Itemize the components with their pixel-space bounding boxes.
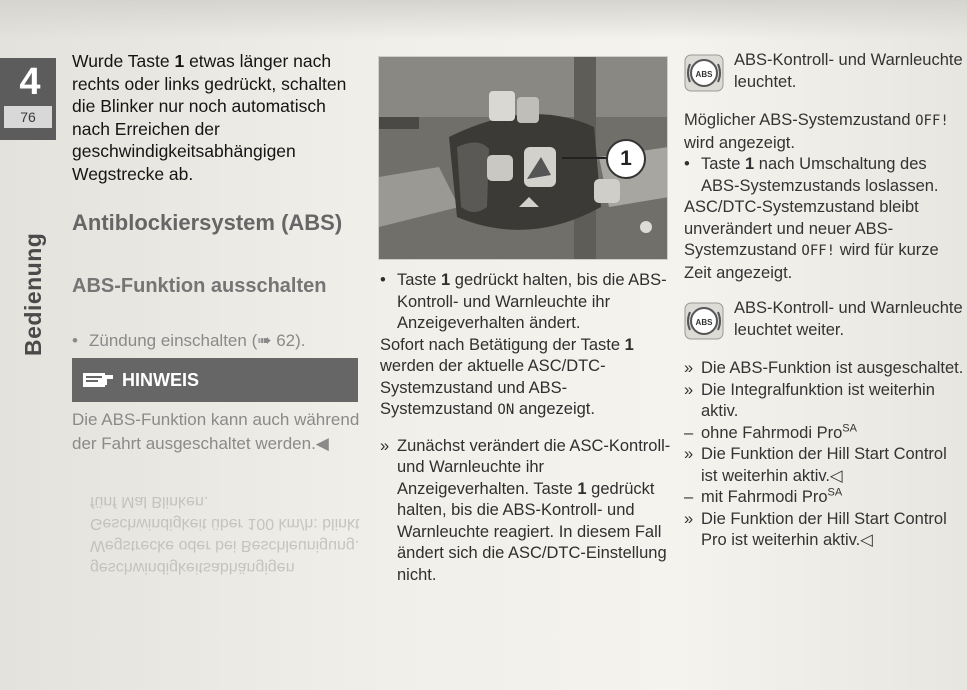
step-ignition: • Zündung einschalten (➠ 62). (72, 331, 306, 350)
status-column (684, 50, 967, 552)
abs-warning-lamp-icon (684, 302, 724, 340)
result-asc-first: » Zunächst verändert die ASC-Kontroll- und Warnleuchte ihr Anzeigeverhalten. Taste 1 gedrückt halten, bis die ABS-Kontroll- und Warnleuchte reagiert. In diesem Fall ändert sich die ASC/DTC-Einstellung nicht. (380, 436, 671, 584)
section-side-label: Bedienung (20, 232, 46, 356)
chapter-number: 4 (19, 61, 41, 103)
abs-lamp-block-2 (684, 298, 967, 344)
instructions-column (380, 270, 672, 586)
result-hill-start: » Die Funktion der Hill Start Control ist weiterhin aktiv.◁ (684, 445, 947, 485)
show-through-text: geschwindigkeitsabhängigen Wegstrecke oder bei Beschleunigung. Geschwindigkeit über 100 km/h: blinkt fünf Mal Blinken. (90, 493, 360, 576)
note-label: HINWEIS (122, 370, 200, 390)
note-banner (72, 358, 358, 402)
callout-label-1: 1 (606, 139, 646, 179)
paragraph-asc-unchanged: ASC/DTC-Systemzustand bleibt unverändert und neuer ABS-Systemzustand OFF! wird für kurze Zeit angezeigt. (684, 198, 939, 282)
condition-without-pro: – ohne Fahrmodi Pro$^{SA}$ (684, 422, 857, 442)
paragraph-immediately: Sofort nach Betätigung der Taste 1 werden der aktuelle ASC/DTC-Systemzustand und ABS-Systemzustand ON angezeigt. (380, 335, 634, 418)
step-release-button: • Taste 1 nach Umschaltung des ABS-Systemzustands loslassen. (684, 155, 939, 195)
section-heading: Antiblockiersystem (ABS) (72, 210, 343, 235)
result-hill-start-pro: » Die Funktion der Hill Start Control Pro ist weiterhin aktiv.◁ (684, 509, 947, 549)
result-integral-active: » Die Integralfunktion ist weiterhin aktiv. (684, 380, 935, 420)
callout-leader-line (560, 150, 610, 166)
bullet-mark: • (72, 331, 78, 350)
intro-paragraph: Wurde Taste 1 etwas länger nach rechts oder links gedrückt, schalten die Blinker nur noch automatisch nach Erreichen der geschwindigkeitsabhängigen Wegstrecke ab. (72, 51, 347, 184)
note-hand-icon (82, 369, 114, 391)
svg-text:ABS: ABS (695, 70, 713, 79)
result-abs-off: » Die ABS-Funktion ist ausgeschaltet. (684, 359, 964, 377)
abs-lamp-text-1: ABS-Kontroll- und Warnleuchte leuchtet. (734, 51, 963, 91)
condition-with-pro: – mit Fahrmodi Pro$^{SA}$ (684, 486, 843, 506)
note-text: Die ABS-Funktion kann auch während der Fahrt ausgeschaltet werden.◀ (72, 410, 360, 453)
subsection-heading: ABS-Funktion ausschalten (72, 275, 327, 297)
abs-lamp-text-2: ABS-Kontroll- und Warnleuchte leuchtet weiter. (734, 299, 963, 339)
page-number: 76 (4, 106, 52, 128)
step-hold-button: • Taste 1 gedrückt halten, bis die ABS-Kontroll- und Warnleuchte ihr Anzeigeverhalten ändert. (380, 271, 667, 332)
paragraph-possible-state: Möglicher ABS-Systemzustand OFF! wird angezeigt. (684, 111, 949, 152)
abs-lamp-block-1 (684, 50, 967, 96)
abs-warning-lamp-icon (684, 54, 724, 92)
page-top-shadow (0, 0, 967, 40)
svg-text:ABS: ABS (695, 318, 713, 327)
